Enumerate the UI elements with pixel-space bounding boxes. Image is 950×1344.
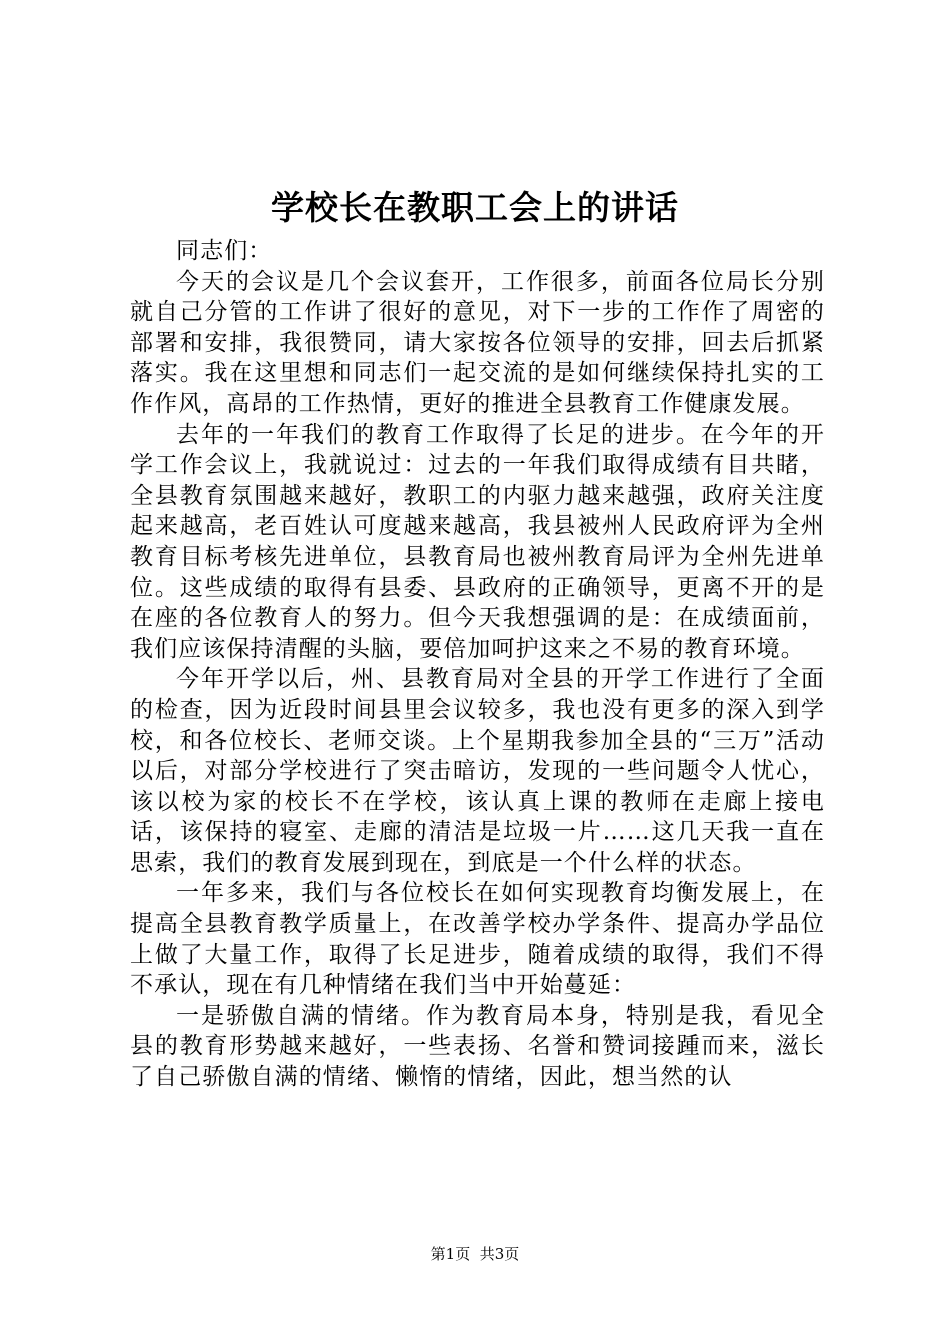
body-paragraph: 去年的一年我们的教育工作取得了长足的进步。在今年的开学工作会议上，我就说过：过去的一年我们取得成绩有目共睹，全县教育氛围越来越好，教职工的内驱力越来越强，政府关注度起来越高，老百姓认可度越来越高，我县被州人民政府评为全州教育目标考核先进单位，县教育局也被州教育局评为全州先进单位。这些成绩的取得有县委、县政府的正确领导，更离不开的是在座的各位教育人的努力。但今天我想强调的是：在成绩面前，我们应该保持清醒的头脑，要倍加呵护这来之不易的教育环境。 — [130, 421, 825, 662]
body-paragraph: 今天的会议是几个会议套开，工作很多，前面各位局长分别就自己分管的工作讲了很好的意见，对下一步的工作作了周密的部署和安排，我很赞同，请大家按各位领导的安排，回去后抓紧落实。我在这里想和同志们一起交流的是如何继续保持扎实的工作作风，高昂的工作热情，更好的推进全县教育工作健康发展。 — [130, 268, 825, 417]
page-footer — [0, 1244, 950, 1264]
salutation: 同志们： — [176, 238, 273, 264]
document-title: 学校长在教职工会上的讲话 — [271, 188, 679, 227]
page-number: 第1页 — [430, 1245, 471, 1263]
body-paragraph: 一年多来，我们与各位校长在如何实现教育均衡发展上，在提高全县教育教学质量上，在改善学校办学条件、提高办学品位上做了大量工作，取得了长足进步，随着成绩的取得，我们不得不承认，现在有几种情绪在我们当中开始蔓延： — [130, 880, 825, 999]
body-paragraph: 今年开学以后，州、县教育局对全县的开学工作进行了全面的检查，因为近段时间县里会议较多，我也没有更多的深入到学校，和各位校长、老师交谈。上个星期我参加全县的“三万”活动以后，对部分学校进行了突击暗访，发现的一些问题令人忧心，该以校为家的校长不在学校，该认真上课的教师在走廊上接电话，该保持的寝室、走廊的清洁是垃圾一片……这几天我一直在思索，我们的教育发展到现在，到底是一个什么样的状态。 — [130, 666, 825, 876]
body-paragraph: 一是骄傲自满的情绪。作为教育局本身，特别是我，看见全县的教育形势越来越好，一些表扬、名誉和赞词接踵而来，滋长了自己骄傲自满的情绪、懒惰的情绪，因此，想当然的认 — [130, 1002, 825, 1091]
page-total: 共3页 — [479, 1245, 520, 1263]
document-body — [130, 236, 825, 1093]
